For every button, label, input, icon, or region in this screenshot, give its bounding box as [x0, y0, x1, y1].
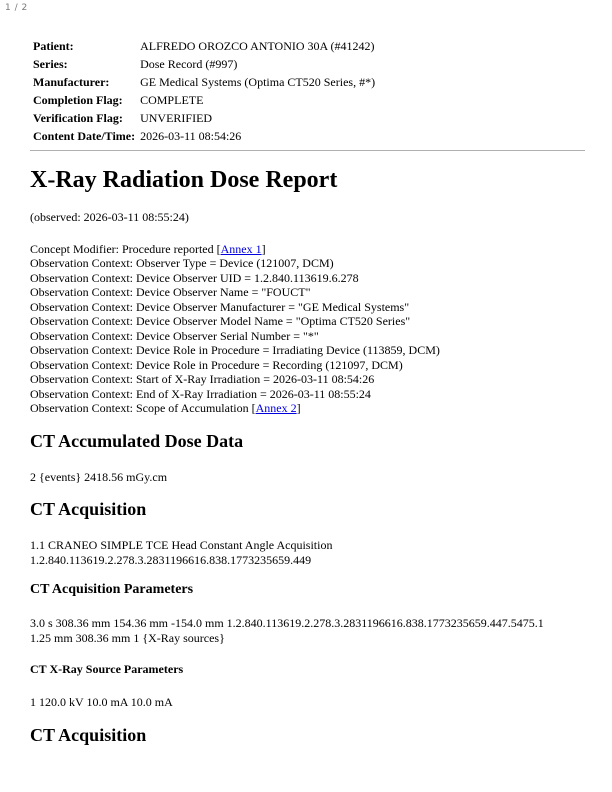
accumulated-dose-text: 2 {events} 2418.56 mGy.cm — [30, 469, 168, 484]
field-value: COMPLETE — [140, 93, 204, 107]
header-divider — [30, 150, 585, 151]
context-line: Observation Context: Observer Type = Device (121007, DCM) — [30, 256, 334, 270]
table-row — [32, 74, 376, 90]
field-label: Verification Flag: — [33, 111, 123, 125]
section-heading-ct-acquisition-2: CT Acquisition — [30, 724, 147, 745]
context-line: Observation Context: Device Observer Manufacturer = "GE Medical Systems" — [30, 299, 410, 314]
observation-context-block — [30, 242, 585, 416]
table-row — [32, 92, 376, 108]
field-label: Manufacturer: — [33, 75, 110, 89]
acquisition-uid-line: 1.2.840.113619.2.278.3.2831196616.838.1773235659.449 — [30, 552, 312, 567]
context-line: Observation Context: Start of X-Ray Irradiation = 2026-03-11 08:54:26 — [30, 372, 375, 386]
field-value: ALFREDO OROZCO ANTONIO 30A (#41242) — [140, 39, 375, 53]
context-line: Observation Context: Device Observer Model Name = "Optima CT520 Series" — [30, 314, 411, 328]
table-row — [32, 56, 376, 72]
subsection-heading-acquisition-parameters: CT Acquisition Parameters — [30, 582, 194, 597]
field-label: Content Date/Time: — [33, 129, 136, 143]
report-title: X-Ray Radiation Dose Report — [30, 167, 338, 193]
context-line: Observation Context: Device Observer Name = "FOUCT" — [30, 285, 311, 299]
field-label: Series: — [33, 57, 68, 71]
bracket-close: ] — [261, 241, 266, 256]
context-line: Observation Context: Device Role in Procedure = Recording (121097, DCM) — [30, 357, 403, 372]
context-line: Observation Context: End of X-Ray Irradiation = 2026-03-11 08:55:24 — [30, 386, 371, 401]
acquisition-title-line: 1.1 CRANEO SIMPLE TCE Head Constant Angle Acquisition — [30, 538, 333, 552]
acquisition-description — [30, 538, 585, 567]
annex-2-link[interactable]: Annex 2 — [255, 401, 297, 415]
table-row — [32, 110, 376, 126]
field-value: GE Medical Systems (Optima CT520 Series, #*) — [140, 75, 376, 89]
observed-timestamp: (observed: 2026-03-11 08:55:24) — [30, 210, 189, 224]
context-line: Observation Context: Device Observer Serial Number = "*" — [30, 328, 319, 343]
field-value: Dose Record (#997) — [140, 57, 238, 71]
bracket-close: ] — [296, 401, 301, 415]
table-row — [32, 38, 376, 54]
acquisition-parameters-line2: 1.25 mm 308.36 mm 1 {X-Ray sources} — [30, 630, 225, 645]
scope-prefix: Observation Context: Scope of Accumulation [ — [30, 401, 256, 415]
patient-info-table — [30, 36, 378, 146]
section-heading-accumulated-dose: CT Accumulated Dose Data — [30, 430, 244, 451]
xray-source-parameters-text: 1 120.0 kV 10.0 mA 10.0 mA — [30, 695, 173, 709]
field-label: Completion Flag: — [33, 93, 123, 107]
annex-1-link[interactable]: Annex 1 — [220, 241, 262, 256]
field-label: Patient: — [33, 39, 74, 53]
concept-modifier-prefix: Concept Modifier: Procedure reported [ — [30, 241, 221, 256]
section-heading-ct-acquisition-1: CT Acquisition — [30, 499, 147, 519]
table-row — [32, 128, 376, 144]
context-line: Observation Context: Device Role in Procedure = Irradiating Device (113859, DCM) — [30, 343, 440, 357]
page-indicator: 1 / 2 — [5, 3, 28, 13]
acquisition-parameters-text — [30, 616, 585, 645]
context-line: Observation Context: Device Observer UID = 1.2.840.113619.6.278 — [30, 270, 359, 285]
field-value: 2026-03-11 08:54:26 — [140, 129, 242, 143]
acquisition-parameters-line1: 3.0 s 308.36 mm 154.36 mm -154.0 mm 1.2.840.113619.2.278.3.2831196616.838.1773235659.447.5475.1 — [30, 616, 544, 630]
field-value: UNVERIFIED — [140, 111, 213, 125]
subsubsection-heading-xray-source-parameters: CT X-Ray Source Parameters — [30, 662, 184, 676]
